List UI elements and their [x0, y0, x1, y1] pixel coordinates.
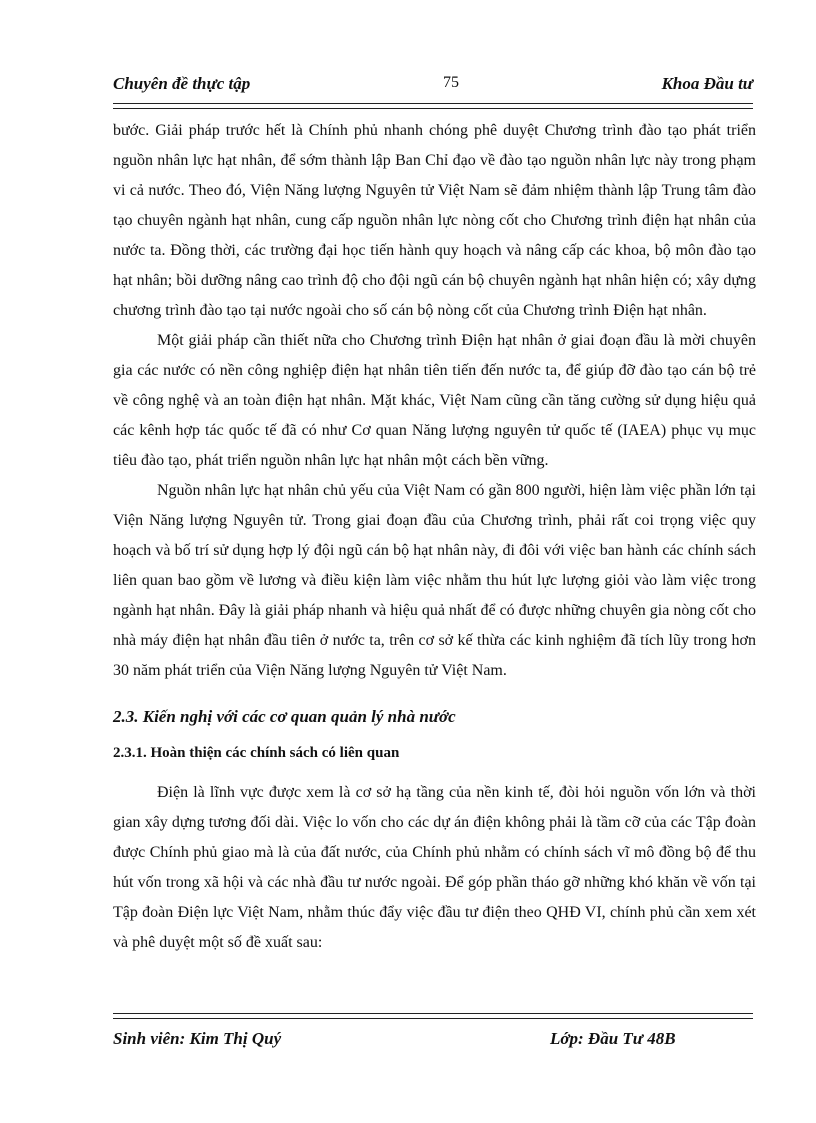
- header-document-title: Chuyên đề thực tập: [113, 74, 251, 93]
- page-number: 75: [443, 74, 459, 91]
- header-faculty: Khoa Đầu tư: [661, 74, 753, 93]
- subsection-heading: 2.3.1. Hoàn thiện các chính sách có liên quan: [113, 745, 400, 761]
- page-body: [113, 116, 756, 958]
- body-paragraph: Điện là lĩnh vực được xem là cơ sở hạ tầng của nền kinh tế, đòi hỏi nguồn vốn lớn và thời gian xây dựng tương đối dài. Việc lo vốn cho các dự án điện không phải là tầm cỡ của các Tập đoàn được Chính phủ giao mà là của đất nước, của Chính phủ nhằm có chính sách vĩ mô đồng bộ để thu hút vốn trong xã hội và các nhà đầu tư nước ngoài. Để góp phần tháo gỡ những khó khăn về vốn tại Tập đoàn Điện lực Việt Nam, nhằm thúc đẩy việc đầu tư điện theo QHĐ VI, chính phủ cần xem xét và phê duyệt một số đề xuất sau:: [113, 784, 756, 951]
- footer-double-rule: [113, 1013, 753, 1019]
- body-paragraph: bước. Giải pháp trước hết là Chính phủ nhanh chóng phê duyệt Chương trình đào tạo phát triển nguồn nhân lực hạt nhân, để sớm thành lập Ban Chỉ đạo về đào tạo nguồn nhân lực này trong phạm vi cả nước. Theo đó, Viện Năng lượng Nguyên tử Việt Nam sẽ đảm nhiệm thành lập Trung tâm đào tạo chuyên ngành hạt nhân, cung cấp nguồn nhân lực nòng cốt cho Chương trình điện hạt nhân của nước ta. Đồng thời, các trường đại học tiến hành quy hoạch và nâng cấp các khoa, bộ môn đào tạo hạt nhân; bồi dưỡng nâng cao trình độ cho đội ngũ cán bộ chuyên ngành hạt nhân hiện có; xây dựng chương trình đào tạo tại nước ngoài cho số cán bộ nòng cốt của Chương trình Điện hạt nhân.: [113, 122, 756, 319]
- header-double-rule: [113, 103, 753, 109]
- footer-student-name: Sinh viên: Kim Thị Quý: [113, 1029, 282, 1048]
- section-heading: 2.3. Kiến nghị với các cơ quan quản lý nhà nước: [113, 707, 456, 726]
- page-footer: [113, 1029, 753, 1053]
- body-paragraph: Một giải pháp cần thiết nữa cho Chương trình Điện hạt nhân ở giai đoạn đầu là mời chuyên gia các nước có nền công nghiệp điện hạt nhân tiên tiến đến nước ta, để giúp đỡ đào tạo cán bộ trẻ về công nghệ và an toàn điện hạt nhân. Mặt khác, Việt Nam cũng cần tăng cường sử dụng hiệu quả các kênh hợp tác quốc tế đã có như Cơ quan Năng lượng nguyên tử quốc tế (IAEA) phục vụ mục tiêu đào tạo, phát triển nguồn nhân lực hạt nhân một cách bền vững.: [113, 332, 756, 469]
- page-header: [113, 74, 753, 98]
- footer-class: Lớp: Đầu Tư 48B: [550, 1029, 676, 1048]
- body-paragraph: Nguồn nhân lực hạt nhân chủ yếu của Việt Nam có gần 800 người, hiện làm việc phần lớn tại Viện Năng lượng Nguyên tử. Trong giai đoạn đầu của Chương trình, phải rất coi trọng việc quy hoạch và bố trí sử dụng hợp lý đội ngũ cán bộ hạt nhân này, đi đôi với việc ban hành các chính sách liên quan bao gồm về lương và điều kiện làm việc nhằm thu hút lực lượng giỏi vào làm việc trong ngành hạt nhân. Đây là giải pháp nhanh và hiệu quả nhất để có được những chuyên gia nòng cốt cho nhà máy điện hạt nhân đầu tiên ở nước ta, trên cơ sở kế thừa các kinh nghiệm đã tích lũy trong hơn 30 năm phát triển của Viện Năng lượng Nguyên tử Việt Nam.: [113, 482, 756, 679]
